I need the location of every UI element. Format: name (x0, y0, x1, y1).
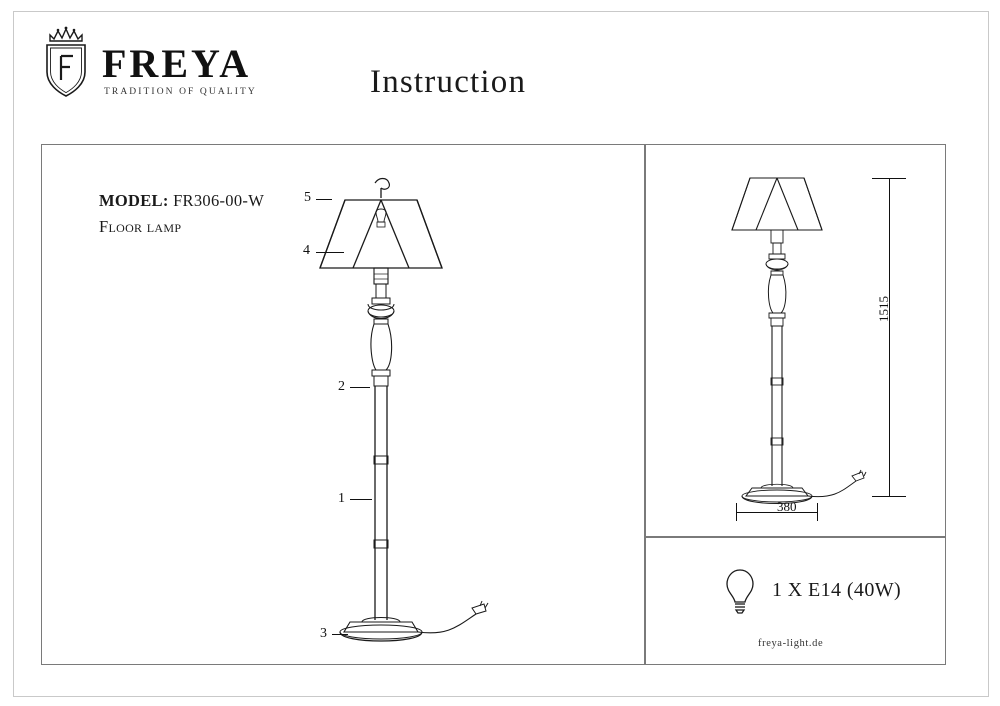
callout-2-leader (350, 387, 370, 388)
callout-1-leader (350, 499, 372, 500)
callout-4: 4 (303, 243, 310, 258)
page-title: Instruction (370, 64, 527, 100)
width-dimension-tick-left (736, 503, 737, 521)
callout-3-leader (332, 634, 348, 635)
bulb-spec-label: 1 X E14 (40W) (772, 578, 902, 601)
brand-name: FREYA (102, 41, 252, 86)
callout-3: 3 (320, 626, 327, 641)
model-value: FR306-00-W (173, 191, 265, 210)
brand-logo (40, 26, 257, 100)
model-info (99, 188, 264, 240)
callout-4-leader (316, 252, 344, 253)
height-dimension-tick-bottom (872, 496, 906, 497)
freya-shield-crest-icon (40, 26, 92, 100)
height-dimension-label: 1515 (876, 296, 891, 322)
height-dimension-line (889, 178, 890, 496)
callout-5: 5 (304, 190, 311, 205)
width-dimension-tick-right (817, 503, 818, 521)
floor-lamp-exploded-drawing (290, 170, 520, 660)
floor-lamp-assembled-drawing (700, 160, 880, 520)
callout-1: 1 (338, 491, 345, 506)
light-bulb-icon (722, 566, 758, 614)
product-type: Floor lamp (99, 217, 182, 236)
model-label: MODEL: (99, 191, 169, 210)
callout-5-leader (316, 199, 332, 200)
width-dimension-label: 380 (777, 499, 797, 514)
callout-2: 2 (338, 379, 345, 394)
height-dimension-tick-top (872, 178, 906, 179)
website-url: freya-light.de (758, 638, 824, 649)
bulb-specification (722, 566, 901, 614)
brand-tagline: TRADITION OF QUALITY (104, 87, 257, 97)
